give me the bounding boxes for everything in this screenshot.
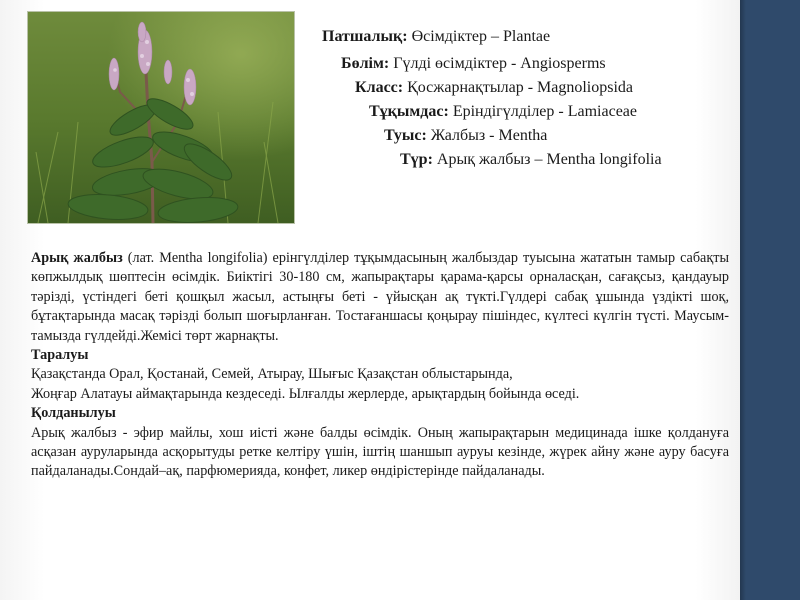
body-text — [31, 249, 729, 482]
taxonomy-family-value: Еріндігүлділер - Lamiaceae — [448, 103, 637, 120]
description-paragraph — [31, 249, 729, 346]
distribution-heading: Таралуы — [31, 347, 89, 364]
taxonomy-genus-value: Жалбыз - Mentha — [426, 127, 548, 144]
description-text: (лат. Mentha longifolia) ерінгүлділер тұқымдасының жалбыздар туысына жататын тамыр сабақты көпжылдық шөптесін өсімдік. Биіктігі 30-180 см, жапырақтары қарама-қарсы орналасқан, сағақсыз, қандауыр тәрізді, үстіндегі беті қошқыл жасыл, астыңғы беті - үйысқан ақ түкті.Гүлдері сабақ ұшында үздікті шоқ, бұтақтарында масақ тәрізді болып шоғырланған. Тостағаншасы қоңырау пішіндес, күлтесі күлгін түсті. Маусым-тамызда гүлдейді.Жемісі төрт жарнақты. — [31, 250, 729, 344]
taxonomy-kingdom-value: Өсімдіктер – Plantae — [407, 28, 551, 45]
taxonomy-species-label: Түр: — [400, 151, 433, 168]
taxonomy-kingdom-label: Патшалық: — [322, 28, 408, 45]
taxonomy-genus — [384, 126, 547, 146]
side-accent-band — [740, 0, 800, 600]
taxonomy-class-value: Қосжарнақтылар - Magnoliopsida — [403, 79, 634, 96]
taxonomy-block — [0, 0, 740, 230]
description-lead: Арық жалбыз — [31, 250, 123, 266]
taxonomy-kingdom — [322, 27, 550, 47]
usage-heading: Қолданылуы — [31, 405, 116, 422]
taxonomy-class-label: Класс: — [355, 79, 404, 96]
taxonomy-genus-label: Туыс: — [384, 127, 427, 144]
taxonomy-division-label: Бөлім: — [341, 55, 390, 72]
taxonomy-species-value: Арық жалбыз – Mentha longifolia — [432, 151, 662, 168]
distribution-line-2: Жоңғар Алатауы аймақтарында кездеседі. Ылғалды жерлерде, арықтардың бойында өседі. — [31, 385, 580, 402]
taxonomy-class — [355, 78, 633, 98]
distribution-line-1: Қазақстанда Орал, Қостанай, Семей, Атырау, Шығыс Қазақстан облыстарында, — [31, 366, 513, 383]
usage-paragraph: Арық жалбыз - эфир майлы, хош иісті және балды өсімдік. Оның жапырақтарын медицинада ішке қолдануға асқазан ауруларында асқорытуды ретке келтіру үшін, іштің шаншып ауруы кезінде, жүрек айну және ауру басуға пайдаланады.Сондай–ақ, парфюмерияда, конфет, ликер өндірістерінде пайдаланады. — [31, 424, 729, 480]
taxonomy-division — [341, 54, 606, 74]
taxonomy-family-label: Тұқымдас: — [369, 103, 449, 120]
taxonomy-family — [369, 102, 637, 122]
taxonomy-species — [400, 150, 662, 170]
taxonomy-division-value: Гүлді өсімдіктер - Angiosperms — [389, 55, 606, 72]
